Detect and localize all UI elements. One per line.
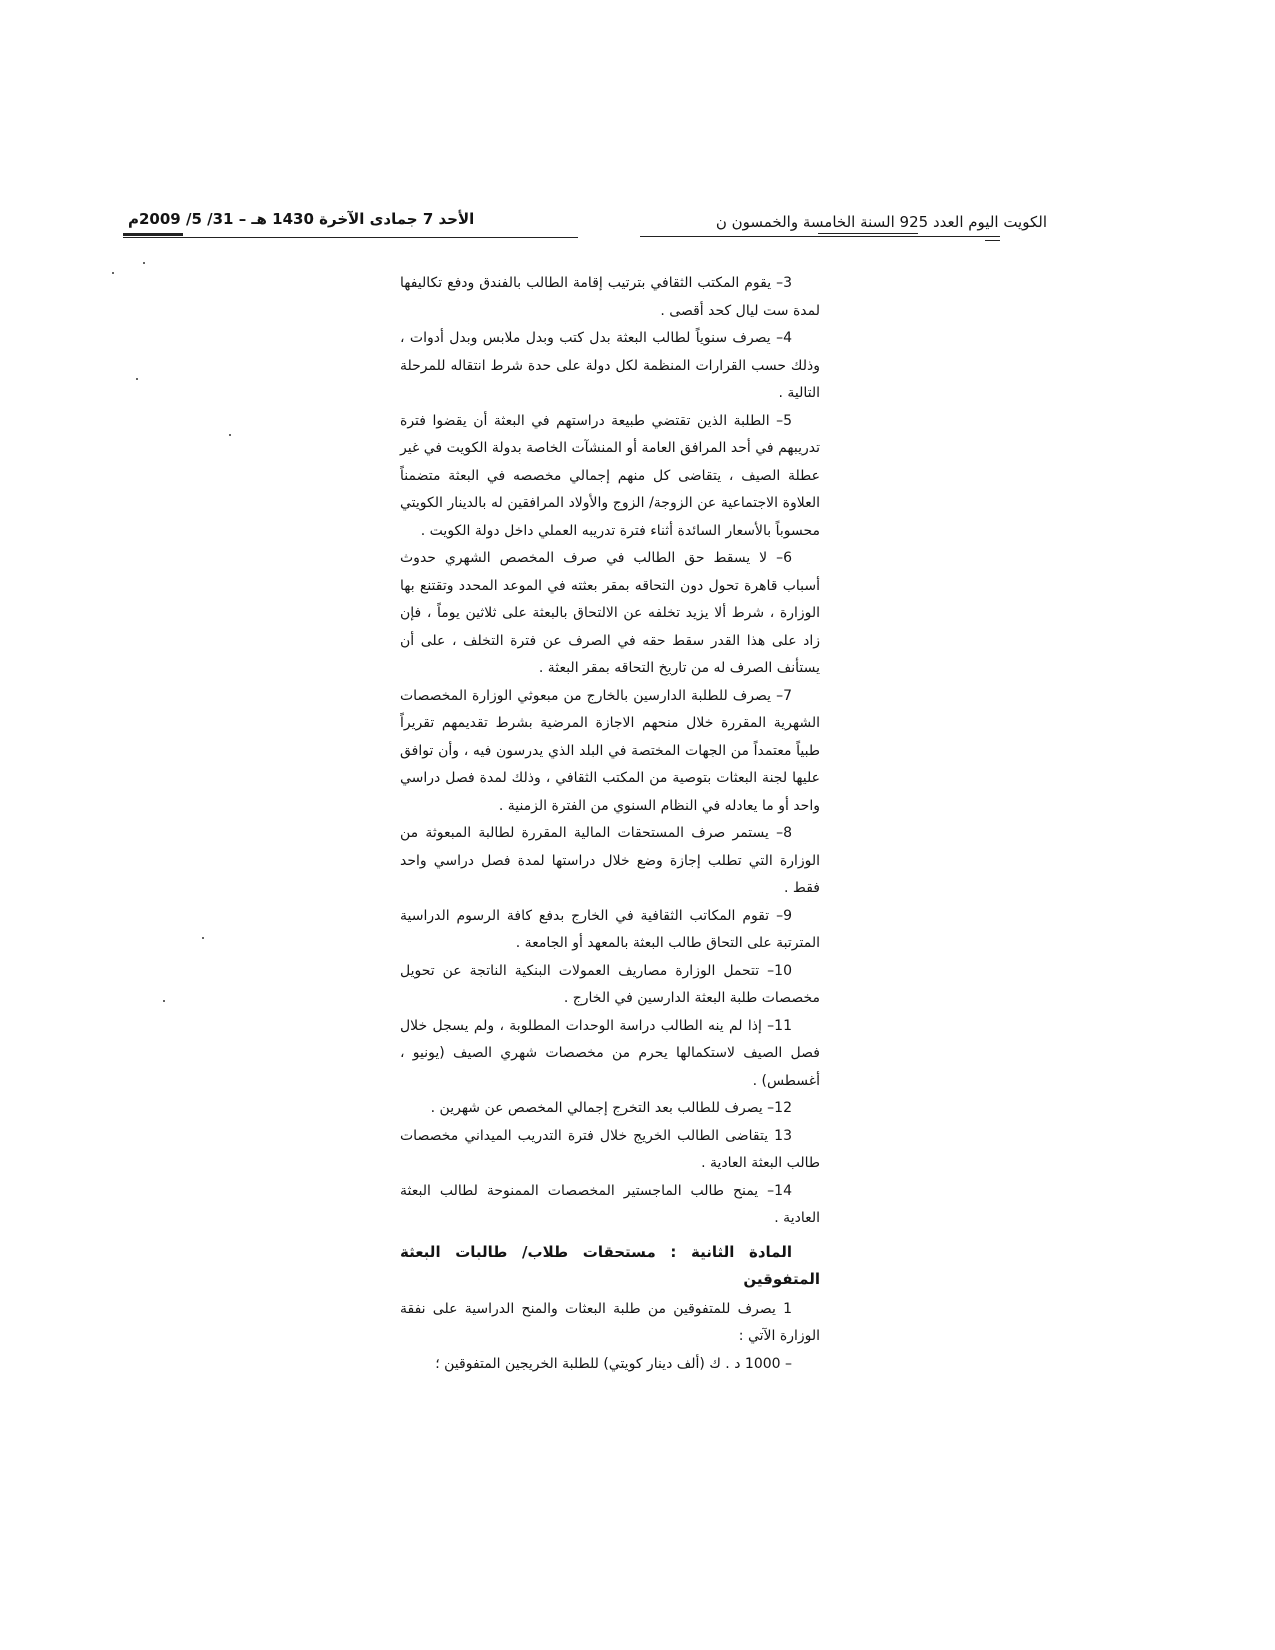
- section-heading: المادة الثانية : مستحقات طلاب/ طالبات البعثة المتفوقين: [400, 1242, 820, 1288]
- header-date: الأحد 7 جمادى الآخرة 1430 هـ – 31/ 5/ 2009م: [128, 210, 475, 228]
- scan-speck: [202, 937, 204, 939]
- clause-10: 10– تتحمل الوزارة مصاريف العمولات البنكية الناتجة عن تحويل مخصصات طلبة البعثة الدارسين في الخارج .: [400, 962, 820, 1006]
- scan-speck: [229, 434, 231, 436]
- clause-13: 13 يتقاضى الطالب الخريج خلال فترة التدريب الميداني مخصصات طالب البعثة العادية .: [400, 1127, 820, 1171]
- scan-speck: [143, 262, 145, 264]
- clause-11: 11– إذا لم ينه الطالب دراسة الوحدات المطلوبة ، ولم يسجل خلال فصل الصيف لاستكمالها يحرم من مخصصات شهري الصيف (يونيو ، أغسطس) .: [400, 1017, 820, 1089]
- clause-12: 12– يصرف للطالب بعد التخرج إجمالي المخصص عن شهرين .: [430, 1100, 792, 1116]
- header-rule-right: [640, 236, 1000, 237]
- article-body: [400, 270, 820, 1378]
- clause-9: 9– تقوم المكاتب الثقافية في الخارج بدفع كافة الرسوم الدراسية المترتبة على التحاق طالب البعثة بالمعهد أو الجامعة .: [400, 907, 820, 951]
- scan-speck: [136, 378, 138, 380]
- header-publication: الكويت اليوم العدد 925 السنة الخامسة والخمسون ن: [715, 213, 1047, 231]
- clause-14: 14– يمنح طالب الماجستير المخصصات الممنوحة لطالب البعثة العادية .: [400, 1182, 820, 1226]
- header-rule-right-segment: [818, 233, 918, 234]
- clause-6: 6– لا يسقط حق الطالب في صرف المخصص الشهري حدوث أسباب قاهرة تحول دون التحاقه بمقر بعثته في الموعد المحدد وتقتنع بها الوزارة ، شرط ألا يزيد تخلفه عن الالتحاق بالبعثة على ثلاثين يوماً ، فإن زاد على هذا القدر سقط حقه في الصرف عن فترة التخلف ، على أن يستأنف الصرف له من تاريخ التحاقه بمقر البعثة .: [400, 550, 820, 676]
- header-rule-left-thick: [123, 233, 183, 236]
- clause-7: 7– يصرف للطلبة الدارسين بالخارج من مبعوثي الوزارة المخصصات الشهرية المقررة خلال منحهم الاجازة المرضية بشرط تقديمهم تقريراً طبياً معتمداً من الجهات المختصة في البلد الذي يدرسون فيه ، وأن توافق عليها لجنة البعثات بتوصية من المكتب الثقافي ، وذلك لمدة فصل دراسي واحد أو ما يعادله في النظام السنوي من الفترة الزمنية .: [400, 687, 820, 814]
- scan-speck: [112, 272, 114, 274]
- scan-speck: [163, 1000, 165, 1002]
- header-rule-right-end: [985, 240, 1000, 241]
- section-bullet-1: – 1000 د . ك (ألف دينار كويتي) للطلبة الخريجين المتفوقين ؛: [435, 1355, 792, 1372]
- clause-5: 5– الطلبة الذين تقتضي طبيعة دراستهم في البعثة أن يقضوا فترة تدريبهم في أحد المرافق العامة أو المنشآت الخاصة بدولة الكويت في غير عطلة الصيف ، يتقاضى كل منهم إجمالي مخصصه في البعثة متضمناً العلاوة الاجتماعية عن الزوجة/ الزوج والأولاد المرافقين له بالدينار الكويتي محسوباً بالأسعار السائدة أثناء فترة تدريبه العملي داخل دولة الكويت .: [400, 412, 820, 539]
- header-rule-left: [123, 237, 578, 238]
- clause-3: 3– يقوم المكتب الثقافي بترتيب إقامة الطالب بالفندق ودفع تكاليفها لمدة ست ليال كحد أقصى .: [400, 275, 820, 319]
- section-clause-1: 1 يصرف للمتفوقين من طلبة البعثات والمنح الدراسية على نفقة الوزارة الآتي :: [400, 1300, 820, 1344]
- clause-8: 8– يستمر صرف المستحقات المالية المقررة لطالبة المبعوثة من الوزارة التي تطلب إجازة وضع خلال دراستها لمدة فصل دراسي واحد فقط .: [400, 825, 820, 896]
- clause-4: 4– يصرف سنوياً لطالب البعثة بدل كتب وبدل ملابس وبدل أدوات ، وذلك حسب القرارات المنظمة لكل دولة على حدة شرط انتقاله للمرحلة التالية .: [400, 330, 820, 401]
